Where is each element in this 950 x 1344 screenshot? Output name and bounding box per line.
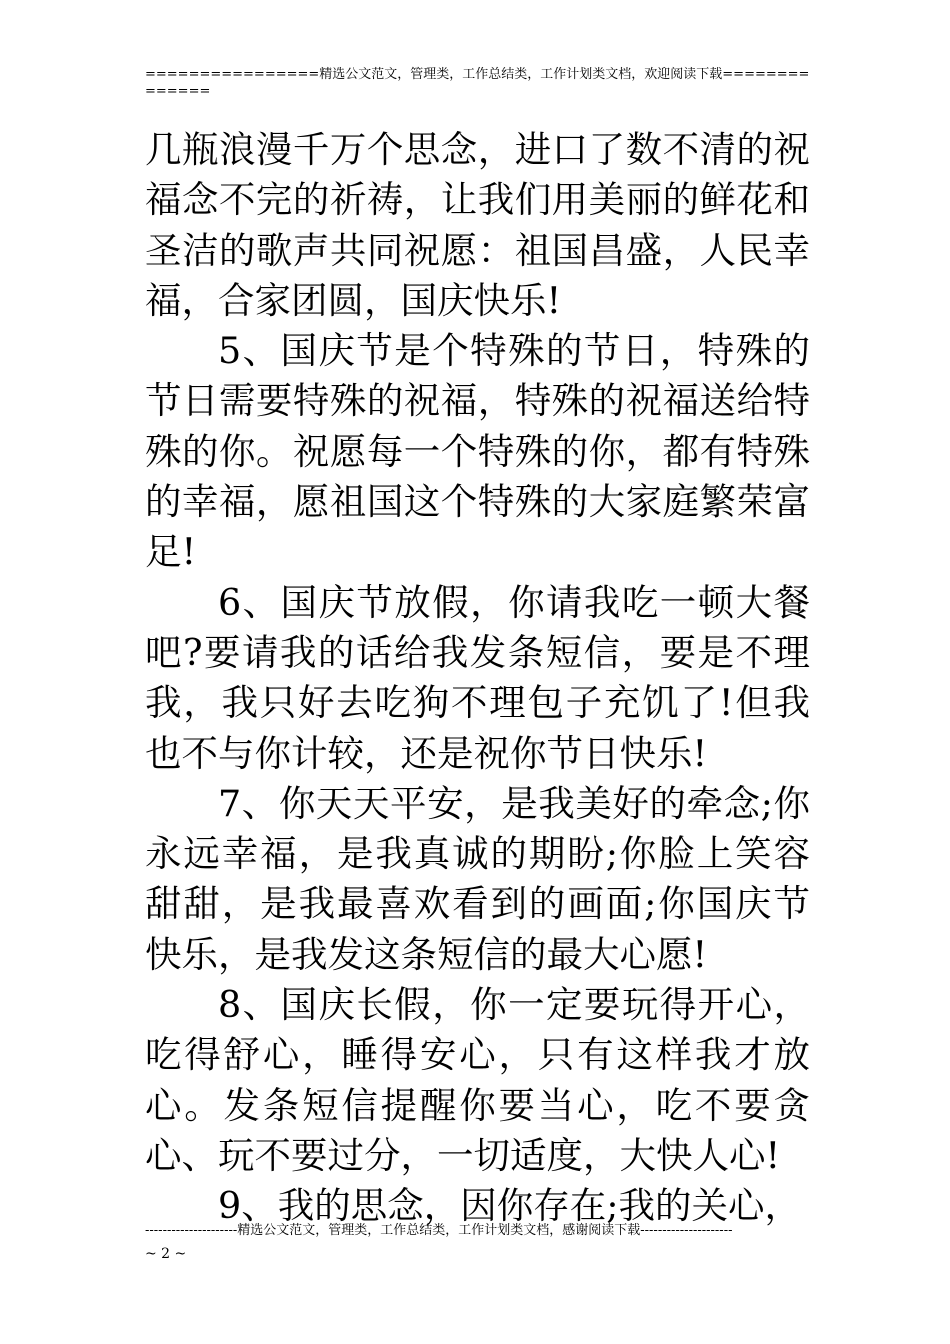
body-text: [145, 125, 810, 1232]
paragraph: 6、国庆节放假，你请我吃一顿大餐吧?要请我的话给我发条短信，要是不理我，我只好去吃狗不理包子充饥了!但我也不与你计较，还是祝你节日快乐!: [145, 580, 810, 775]
paragraph: 几瓶浪漫千万个思念，进口了数不清的祝福念不完的祈祷，让我们用美丽的鲜花和圣洁的歌声共同祝愿：祖国昌盛，人民幸福，合家团圆，国庆快乐!: [145, 128, 810, 322]
paragraph: 5、国庆节是个特殊的节日，特殊的节日需要特殊的祝福，特殊的祝福送给特殊的你。祝愿每一个特殊的你，都有特殊的幸福，愿祖国这个特殊的大家庭繁荣富足!: [145, 329, 810, 574]
paragraph: 9、我的思念，因你存在;我的关心，: [218, 1184, 802, 1228]
page-footer: ---------------------精选公文范文，管理类，工作总结类，工作计划类文档，感谢阅读下载---------------------: [145, 1223, 733, 1238]
page-number: ~ 2 ~: [145, 1246, 187, 1262]
paragraph: 8、国庆长假，你一定要玩得开心，吃得舒心，睡得安心，只有这样我才放心。发条短信提醒你要当心，吃不要贪心、玩不要过分，一切适度，大快人心!: [145, 983, 810, 1177]
paragraph: 7、你天天平安，是我美好的牵念;你永远幸福，是我真诚的期盼;你脸上笑容甜甜，是我最喜欢看到的画面;你国庆节快乐，是我发这条短信的最大心愿!: [145, 781, 810, 976]
page-header: ================精选公文范文，管理类，工作总结类，工作计划类文档，欢迎阅读下载==============: [145, 67, 810, 99]
